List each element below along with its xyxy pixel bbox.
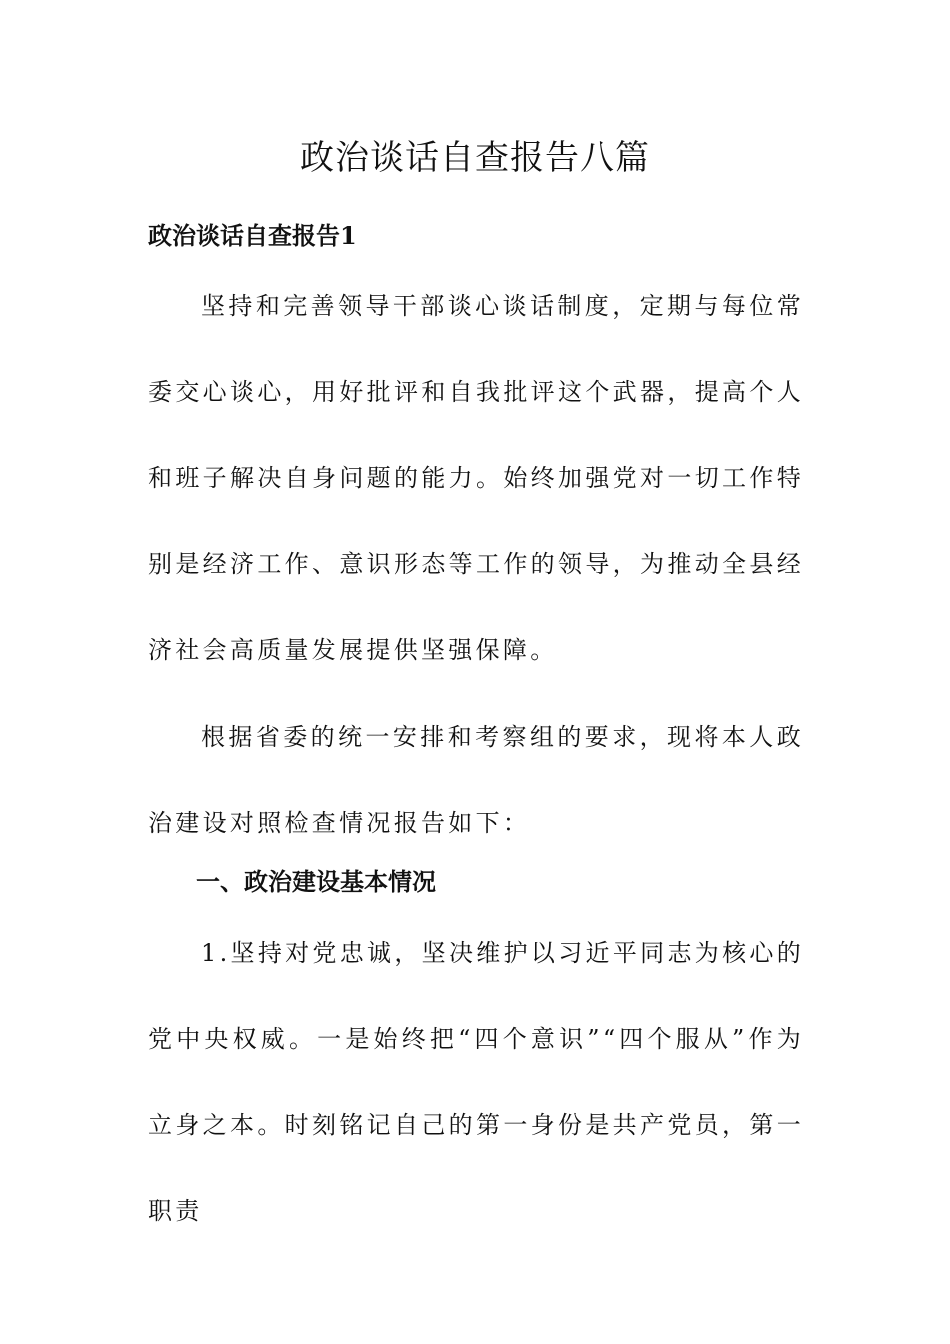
section-heading: 一、政治建设基本情况	[196, 867, 436, 896]
body-paragraph-3: 1.坚持对党忠诚，坚决维护以习近平同志为核心的党中央权威。一是始终把“四个意识”“四个服从”作为立身之本。时刻铭记自己的第一身份是共产党员，第一职责	[148, 939, 804, 1225]
report-subtitle: 政治谈话自查报告1	[148, 221, 357, 250]
body-paragraph-2: 根据省委的统一安排和考察组的要求，现将本人政治建设对照检查情况报告如下：	[148, 723, 804, 837]
body-paragraph-1: 坚持和完善领导干部谈心谈话制度，定期与每位常委交心谈心，用好批评和自我批评这个武器，提高个人和班子解决自身问题的能力。始终加强党对一切工作特别是经济工作、意识形态等工作的领导，为推动全县经济社会高质量发展提供坚强保障。	[148, 292, 804, 664]
document-title: 政治谈话自查报告八篇	[300, 138, 650, 178]
